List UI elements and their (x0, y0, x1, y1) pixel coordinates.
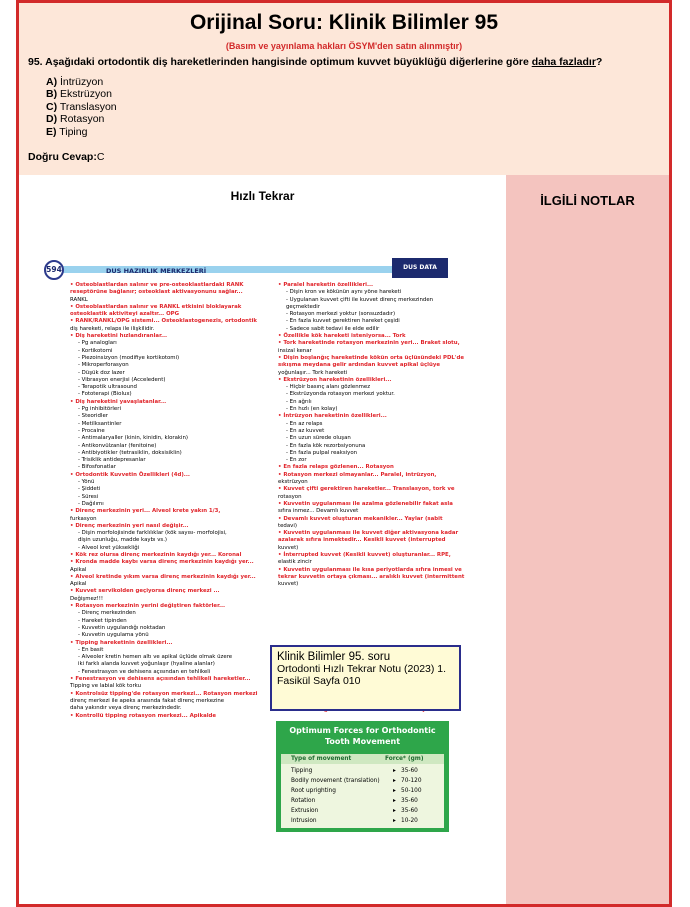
question-prefix: 95. Aşağıdaki ortodontik diş hareketlerinden hangisinde optimum kuvvet büyüklüğü diğerlerine göre (28, 56, 532, 68)
option-letter: D) (46, 113, 58, 126)
book-text-line: - Terapotik ultrasound (78, 384, 137, 391)
force-value-cell: 70-120 (401, 778, 422, 784)
force-value-cell: 35-60 (401, 798, 418, 804)
book-text-line: • Tork hareketinde rotasyon merkezinin yeri... Braket slotu, (278, 340, 460, 347)
option-text: Rotasyon (57, 113, 105, 126)
book-text-line: - Metilksantinler (78, 420, 122, 427)
book-text-line: • Kontrolsüz tipping'de rotasyon merkezi... Rotasyon merkezi (70, 690, 258, 697)
book-text-line: • Osteoblastlardan salınır ve RANKL etkisini bloklayarak (70, 303, 242, 310)
book-text-line: • Devamlı kuvvet oluşturan mekanikler... Yaylar (sabit (278, 515, 443, 522)
movement-type-cell: Bodily movement (translation) (291, 778, 380, 784)
option-d[interactable] (46, 113, 117, 125)
movement-type-cell: Extrusion (291, 808, 319, 814)
movement-type-cell: Intrusion (291, 818, 317, 824)
forces-table-row (281, 807, 444, 817)
book-text-line: direnç merkezi ile apeks arasında fakat direnç merkezine (70, 697, 225, 704)
book-text-line: - En hızlı (en kolay) (286, 406, 338, 413)
col-type-header: Type of movement (291, 756, 352, 762)
book-text-line: azalarak sıfıra inmektedir... Kesikli kuvvet (interrupted (278, 537, 446, 544)
arrow-icon: ▸ (393, 798, 396, 804)
book-text-line: Değişmez!!! (70, 595, 104, 602)
book-text-line: • Direnç merkezinin yeri nasıl değişir... (70, 522, 189, 529)
book-text-line: • Direnç merkezinin yeri... Alveol krete yakın 1/3, (70, 508, 221, 515)
book-text-line: - Fenestrasyon ve dehisens açısından en tehlikeli (78, 668, 211, 675)
book-text-line: • Fenestrasyon ve dehisens açısından tehlikeli hareketler... (70, 676, 251, 683)
correct-answer (28, 151, 104, 163)
book-text-line: dişin uzunluğu, madde kaybı vs.) (78, 537, 168, 544)
book-text-line: yoğunlaşır... Tork hareketi (278, 369, 348, 376)
related-notes-title: İLGİLİ NOTLAR (540, 193, 635, 208)
book-text-line: • Tipping hareketinin özellikleri... (70, 639, 173, 646)
option-e[interactable] (46, 126, 117, 138)
movement-type-cell: Root uprighting (291, 788, 336, 794)
forces-table-row (281, 777, 444, 787)
force-value-cell: 50-100 (401, 788, 422, 794)
book-text-line: • En fazla relaps gözlenen... Rotasyon (278, 464, 394, 471)
book-text-line: - En fazla pulpal reaksiyon (286, 449, 358, 456)
book-text-line: sıfıra inmez... Devamlı kuvvet (278, 508, 359, 515)
source-line-2: Ortodonti Hızlı Tekrar Notu (2023) 1. (277, 663, 447, 675)
book-text-line: - En az relaps (286, 420, 323, 427)
option-a[interactable] (46, 76, 117, 88)
book-text-line: - Mikroperforasyon (78, 362, 129, 369)
book-text-line: kuvvet) (278, 544, 299, 551)
book-text-line: - En fazla kök rezorbsiyonuna (286, 442, 366, 449)
book-right-column (278, 282, 465, 588)
book-text-line: kuvvet) (278, 581, 299, 588)
question-text (28, 56, 658, 68)
book-text-line: • Kuvvetin uygulanması ile kuvvet diğer aktivasyona kadar (278, 530, 459, 537)
col-force-header: Force* (gm) (385, 756, 424, 762)
arrow-icon: ▸ (393, 768, 396, 774)
book-text-line: - Antibiyotikler (tetrasiklin, doksisiklin) (78, 449, 182, 456)
option-text: Tiping (56, 125, 88, 138)
book-text-line: - Hareket tipinden (78, 617, 127, 624)
header-band (56, 266, 446, 273)
quick-review-title: Hızlı Tekrar (230, 189, 295, 203)
book-text-line: - Alveol kret yüksekliği (78, 544, 140, 551)
book-text-line: furkasyon (70, 515, 97, 522)
question-panel (19, 3, 669, 175)
book-text-line: - Fototerapi (Biolux) (78, 391, 132, 398)
book-text-line: - Şiddeti (78, 486, 101, 493)
book-left-column (70, 282, 266, 720)
book-text-line: • Kuvvetin uygulanması ile azalma gözlenebilir fakat asla (278, 500, 453, 507)
book-text-line: - Pg inhibitörleri (78, 406, 121, 413)
book-text-line: reseptörüne bağlanır; osteoklast aktivasyonunu sağlar... (70, 289, 243, 296)
book-text-line: • İntrüzyon hareketinin özellikleri... (278, 413, 387, 420)
book-text-line: sıkışma meydana gelir ardından kuvvet apikal üçlüye (278, 362, 441, 369)
book-text-line: - Vibrasyon enerjisi (Acceledent) (78, 376, 166, 383)
option-c[interactable] (46, 101, 117, 113)
option-letter: E) (46, 125, 57, 138)
forces-table-row (281, 787, 444, 797)
book-text-line: • Ortodontik Kuvvetin Özellikleri (4d)... (70, 471, 190, 478)
book-text-line: - Procaine (78, 427, 105, 434)
publisher-logo: DUS DATA (392, 258, 448, 278)
book-text-line: • Özellikle kök hareketi isteniyorsa... Tork (278, 333, 406, 340)
book-text-line: • Diş hareketini hızlandıranlar... (70, 333, 168, 340)
book-text-line: - Düşük doz lazer (78, 369, 125, 376)
question-title: Orijinal Soru: Klinik Bilimler 95 (189, 11, 499, 34)
answer-label: Doğru Cevap: (28, 151, 97, 163)
book-text-line: iki farklı alanda kuvvet yoğunlaşır (hyaline alanlar) (78, 661, 215, 668)
book-text-line: • Kök rez olursa direnç merkezinin kaydığı yer... Koronal (70, 551, 242, 558)
book-text-line: • Alveol kretinde yıkım varsa direnç merkezinin kaydığı yer... (70, 573, 256, 580)
question-suffix: ? (595, 56, 603, 68)
book-text-line: - Antikonvülzanlar (fenitoine) (78, 442, 157, 449)
book-text-line: - Bifosfonatlar (78, 464, 116, 471)
force-value-cell: 35-60 (401, 808, 418, 814)
book-text-line: - Dişin kron ve kökünün aynı yöne hareketi (286, 289, 402, 296)
book-text-line: • İnterrupted kuvvet (Kesikli kuvvet) oluşturanlar... RPE, (278, 551, 451, 558)
book-text-line: - Dişin morfolojisinde farklılıklar (kök sayısı- morfolojisi, (78, 530, 227, 537)
book-text-line: - Sadece sabit tedavi ile elde edilir (286, 325, 380, 332)
option-letter: A) (46, 76, 58, 88)
book-text-line: daha yakındır veya direnç merkezindedir. (70, 705, 182, 712)
question-emphasis: daha fazladır (531, 56, 596, 68)
book-text-line: - Kuvvetin uygulama yönü (78, 632, 149, 639)
book-text-line: - Yönü (78, 479, 95, 486)
movement-type-cell: Tipping (291, 768, 313, 774)
book-text-line: elastik zincir (278, 559, 312, 566)
book-text-line: Apikal (70, 581, 87, 588)
book-text-line: tedavi) (278, 522, 297, 529)
book-text-line: - Pg analogları (78, 340, 117, 347)
book-text-line: • Kuvvet çifti gerektiren hareketler... Translasyon, tork ve (278, 486, 455, 493)
book-page-header (40, 258, 450, 280)
forces-table-header (281, 754, 444, 764)
book-text-line: diş hareketi, relaps ile ilişkilidir. (70, 325, 155, 332)
forces-table-row (281, 797, 444, 807)
book-text-line: - Ekstrüzyonda rotasyon merkezi yoktur. (286, 391, 395, 398)
force-value-cell: 10-20 (401, 818, 418, 824)
book-text-line: • Kontrollü tipping rotasyon merkezi... Apikalde (70, 712, 217, 719)
related-notes-column (506, 175, 669, 907)
book-text-line: - Kuvvetin uygulandığı noktadan (78, 624, 166, 631)
book-text-line: insizal kenar (278, 347, 312, 354)
book-text-line: • Osteoblastlardan salınır ve pre-osteoklastlardaki RANK (70, 282, 244, 288)
arrow-icon: ▸ (393, 808, 396, 814)
source-line-1: Klinik Bilimler 95. soru (277, 651, 391, 663)
book-text-line: - En ağrılı (286, 398, 312, 405)
book-text-line: • Kuvvetin uygulanması ile kısa periyotlarda sıfıra inmesi ve (278, 566, 462, 573)
book-text-line: • Rotasyon merkezi olmayanlar... Paralel, intrüzyon, (278, 471, 437, 478)
arrow-icon: ▸ (393, 788, 396, 794)
option-letter: B) (46, 88, 58, 101)
book-text-line: - En zor (286, 457, 307, 464)
book-text-line: - Trisiklik antidepresanlar (78, 457, 146, 464)
book-text-line: Tipping ve labial kök torku (70, 683, 142, 690)
book-text-line: - Dağılımı (78, 500, 104, 507)
book-text-line: - Antimalaryaller (kinin, kinidin, klorakin) (78, 435, 189, 442)
arrow-icon: ▸ (393, 818, 396, 824)
book-text-line: - Kortikotomi (78, 347, 113, 354)
forces-table-title: Optimum Forces for Orthodontic Tooth Movement (289, 726, 436, 746)
source-reference-box (270, 645, 461, 711)
source-line-3: Fasikül Sayfa 010 (277, 675, 361, 687)
book-text-line: • Paralel hareketin özellikleri... (278, 282, 374, 288)
option-text: Ekstrüzyon (57, 88, 112, 101)
answer-value: C (96, 151, 105, 163)
forces-table-row (281, 767, 444, 777)
header-band-label: DUS HAZIRLIK MERKEZLERİ (106, 267, 207, 275)
book-text-line: - Uygulanan kuvvet çifti ile kuvvet direnç merkezinden (286, 296, 434, 303)
book-text-line: • Diş hareketini yavaşlatanlar... (70, 398, 167, 405)
book-text-line: • Dişin boşlanğıç hareketinde kökün orta üçlüsündeki PDL'de (278, 354, 465, 361)
book-text-line: • Ekstrüzyon hareketinin özellikleri... (278, 376, 392, 383)
book-text-line: • Kuvvet servikolden geçiyorsa direnç merkezi ... (70, 588, 220, 595)
book-text-line: tekrar kuvvetin ortaya çıkması... aralıklı kuvvet (intermittent (278, 573, 465, 580)
book-text-line: - Direnç merkezinden (78, 610, 136, 617)
book-text-line: ekstrüzyon (278, 479, 308, 486)
book-text-line: geçmektedir (286, 303, 320, 310)
book-text-line: • RANK/RANKL/OPG sistemi... Osteoklastogenezis, ortodontik (70, 318, 258, 325)
answer-options (46, 76, 117, 138)
book-text-line: Apikal (70, 566, 87, 573)
book-text-line: - En fazla kuvvet gerektiren hareket çeşidi (286, 318, 400, 325)
book-text-line: - En uzun sürede oluşan (286, 435, 351, 442)
book-text-line: - Rotasyon merkezi yoktur (sonsuzdadır) (286, 311, 396, 318)
book-text-line: rotasyon (278, 493, 302, 500)
book-text-line: - En az kuvvet (286, 427, 325, 434)
forces-table-row (281, 817, 444, 827)
forces-table (281, 754, 444, 828)
book-text-line: RANKL (70, 296, 88, 303)
option-b[interactable] (46, 88, 117, 100)
option-text: Translasyon (57, 100, 117, 113)
book-text-line: osteoklastik aktiviteyi azaltır... OPG (70, 311, 180, 318)
force-value-cell: 35-60 (401, 768, 418, 774)
book-text-line: - Alveoler kretin hemen altı ve apikal üçlüde olmak üzere (78, 654, 233, 661)
book-text-line: • Kronda madde kaybı varsa direnç merkezinin kaydığı yer... (70, 559, 254, 566)
book-text-line: - Steoridler (78, 413, 108, 420)
book-text-line: - Piezoinsizyon (modifiye kortikotomi) (78, 354, 180, 361)
arrow-icon: ▸ (393, 778, 396, 784)
book-text-line: - En basit (78, 646, 104, 653)
option-text: İntrüzyon (57, 76, 104, 88)
book-text-line: - Süresi (78, 493, 99, 500)
book-text-line: - Hiçbir basınç alanı gözlenmez (286, 384, 371, 391)
option-letter: C) (46, 100, 58, 113)
page-number-badge: 594 (44, 260, 64, 280)
book-text-line: • Rotasyon merkezinin yerini değiştiren faktörler... (70, 603, 226, 610)
optimum-forces-table-box (276, 721, 449, 832)
movement-type-cell: Rotation (291, 798, 316, 804)
copyright-note: (Basım ve yayınlama hakları ÖSYM'den satın alınmıştır) (225, 41, 463, 51)
